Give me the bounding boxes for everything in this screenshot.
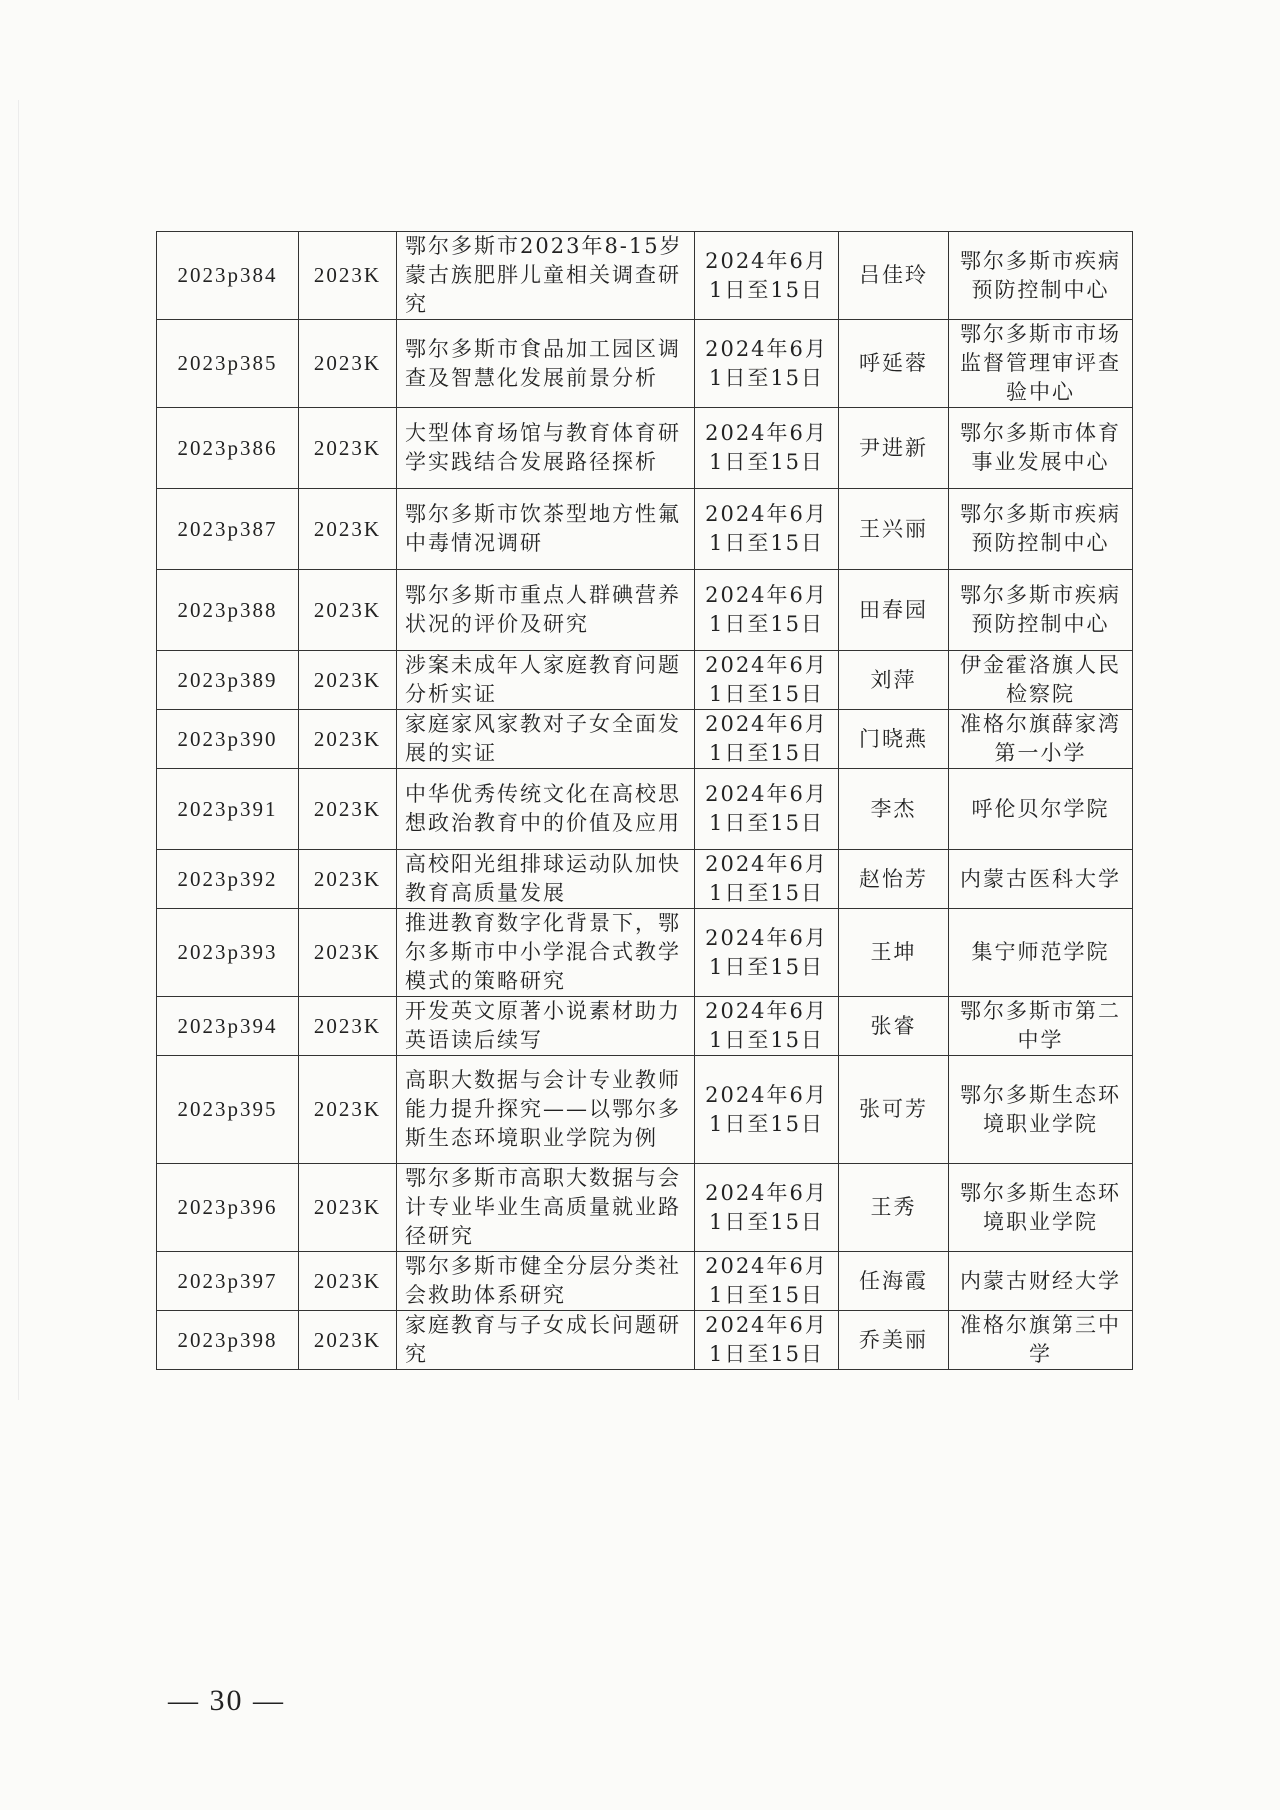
table-row <box>157 1252 1133 1311</box>
category-cell: 2023K <box>299 1164 397 1252</box>
date-range-cell: 2024年6月1日至15日 <box>695 710 839 769</box>
date-range-cell: 2024年6月1日至15日 <box>695 1311 839 1370</box>
organization-cell: 鄂尔多斯生态环境职业学院 <box>949 1164 1133 1252</box>
category-cell: 2023K <box>299 489 397 570</box>
person-name-cell: 李杰 <box>839 769 949 850</box>
person-name-cell: 张可芳 <box>839 1056 949 1164</box>
person-name-cell: 任海霞 <box>839 1252 949 1311</box>
project-id-cell: 2023p388 <box>157 570 299 651</box>
project-title-cell: 鄂尔多斯市食品加工园区调查及智慧化发展前景分析 <box>397 320 695 408</box>
category-cell: 2023K <box>299 710 397 769</box>
date-range-cell: 2024年6月1日至15日 <box>695 570 839 651</box>
table-row <box>157 850 1133 909</box>
table-row <box>157 1311 1133 1370</box>
category-cell: 2023K <box>299 651 397 710</box>
table-row <box>157 909 1133 997</box>
project-id-cell: 2023p395 <box>157 1056 299 1164</box>
person-name-cell: 呼延蓉 <box>839 320 949 408</box>
organization-cell: 伊金霍洛旗人民检察院 <box>949 651 1133 710</box>
organization-cell: 鄂尔多斯市疾病预防控制中心 <box>949 570 1133 651</box>
person-name-cell: 王秀 <box>839 1164 949 1252</box>
person-name-cell: 尹进新 <box>839 408 949 489</box>
project-table <box>156 231 1133 1370</box>
table-row <box>157 769 1133 850</box>
page-number: — 30 — <box>168 1684 285 1717</box>
project-title-cell: 鄂尔多斯市饮茶型地方性氟中毒情况调研 <box>397 489 695 570</box>
table-row <box>157 408 1133 489</box>
project-title-cell: 高职大数据与会计专业教师能力提升探究——以鄂尔多斯生态环境职业学院为例 <box>397 1056 695 1164</box>
category-cell: 2023K <box>299 320 397 408</box>
table-row <box>157 489 1133 570</box>
organization-cell: 鄂尔多斯市疾病预防控制中心 <box>949 232 1133 320</box>
person-name-cell: 刘萍 <box>839 651 949 710</box>
person-name-cell: 乔美丽 <box>839 1311 949 1370</box>
person-name-cell: 田春园 <box>839 570 949 651</box>
organization-cell: 鄂尔多斯市市场监督管理审评查验中心 <box>949 320 1133 408</box>
project-title-cell: 高校阳光组排球运动队加快教育高质量发展 <box>397 850 695 909</box>
project-title-cell: 鄂尔多斯市重点人群碘营养状况的评价及研究 <box>397 570 695 651</box>
date-range-cell: 2024年6月1日至15日 <box>695 769 839 850</box>
date-range-cell: 2024年6月1日至15日 <box>695 651 839 710</box>
person-name-cell: 张睿 <box>839 997 949 1056</box>
organization-cell: 鄂尔多斯市疾病预防控制中心 <box>949 489 1133 570</box>
category-cell: 2023K <box>299 1056 397 1164</box>
date-range-cell: 2024年6月1日至15日 <box>695 997 839 1056</box>
organization-cell: 内蒙古医科大学 <box>949 850 1133 909</box>
project-id-cell: 2023p392 <box>157 850 299 909</box>
category-cell: 2023K <box>299 909 397 997</box>
table-row <box>157 232 1133 320</box>
date-range-cell: 2024年6月1日至15日 <box>695 489 839 570</box>
organization-cell: 准格尔旗第三中学 <box>949 1311 1133 1370</box>
organization-cell: 鄂尔多斯市体育事业发展中心 <box>949 408 1133 489</box>
date-range-cell: 2024年6月1日至15日 <box>695 850 839 909</box>
person-name-cell: 赵怡芳 <box>839 850 949 909</box>
project-title-cell: 家庭家风家教对子女全面发展的实证 <box>397 710 695 769</box>
organization-cell: 内蒙古财经大学 <box>949 1252 1133 1311</box>
person-name-cell: 王坤 <box>839 909 949 997</box>
project-id-cell: 2023p394 <box>157 997 299 1056</box>
category-cell: 2023K <box>299 408 397 489</box>
project-id-cell: 2023p397 <box>157 1252 299 1311</box>
date-range-cell: 2024年6月1日至15日 <box>695 320 839 408</box>
table-row <box>157 1164 1133 1252</box>
category-cell: 2023K <box>299 850 397 909</box>
project-id-cell: 2023p387 <box>157 489 299 570</box>
project-title-cell: 中华优秀传统文化在高校思想政治教育中的价值及应用 <box>397 769 695 850</box>
category-cell: 2023K <box>299 1252 397 1311</box>
date-range-cell: 2024年6月1日至15日 <box>695 408 839 489</box>
project-id-cell: 2023p390 <box>157 710 299 769</box>
date-range-cell: 2024年6月1日至15日 <box>695 1056 839 1164</box>
category-cell: 2023K <box>299 997 397 1056</box>
date-range-cell: 2024年6月1日至15日 <box>695 1252 839 1311</box>
category-cell: 2023K <box>299 769 397 850</box>
table-row <box>157 320 1133 408</box>
organization-cell: 准格尔旗薛家湾第一小学 <box>949 710 1133 769</box>
project-title-cell: 鄂尔多斯市高职大数据与会计专业毕业生高质量就业路径研究 <box>397 1164 695 1252</box>
organization-cell: 鄂尔多斯生态环境职业学院 <box>949 1056 1133 1164</box>
date-range-cell: 2024年6月1日至15日 <box>695 1164 839 1252</box>
project-id-cell: 2023p389 <box>157 651 299 710</box>
project-title-cell: 家庭教育与子女成长问题研究 <box>397 1311 695 1370</box>
project-id-cell: 2023p385 <box>157 320 299 408</box>
person-name-cell: 王兴丽 <box>839 489 949 570</box>
project-title-cell: 开发英文原著小说素材助力英语读后续写 <box>397 997 695 1056</box>
project-id-cell: 2023p398 <box>157 1311 299 1370</box>
organization-cell: 集宁师范学院 <box>949 909 1133 997</box>
table-row <box>157 997 1133 1056</box>
project-title-cell: 鄂尔多斯市健全分层分类社会救助体系研究 <box>397 1252 695 1311</box>
project-id-cell: 2023p386 <box>157 408 299 489</box>
table-row <box>157 1056 1133 1164</box>
category-cell: 2023K <box>299 232 397 320</box>
project-title-cell: 涉案未成年人家庭教育问题分析实证 <box>397 651 695 710</box>
project-title-cell: 大型体育场馆与教育体育研学实践结合发展路径探析 <box>397 408 695 489</box>
project-id-cell: 2023p396 <box>157 1164 299 1252</box>
project-id-cell: 2023p393 <box>157 909 299 997</box>
table-row <box>157 710 1133 769</box>
project-id-cell: 2023p391 <box>157 769 299 850</box>
date-range-cell: 2024年6月1日至15日 <box>695 909 839 997</box>
project-title-cell: 鄂尔多斯市2023年8-15岁蒙古族肥胖儿童相关调查研究 <box>397 232 695 320</box>
table-row <box>157 570 1133 651</box>
person-name-cell: 门晓燕 <box>839 710 949 769</box>
category-cell: 2023K <box>299 1311 397 1370</box>
scan-edge-line <box>18 100 19 1400</box>
project-title-cell: 推进教育数字化背景下，鄂尔多斯市中小学混合式教学模式的策略研究 <box>397 909 695 997</box>
organization-cell: 呼伦贝尔学院 <box>949 769 1133 850</box>
category-cell: 2023K <box>299 570 397 651</box>
project-table-body <box>157 232 1133 1370</box>
table-row <box>157 651 1133 710</box>
person-name-cell: 吕佳玲 <box>839 232 949 320</box>
date-range-cell: 2024年6月1日至15日 <box>695 232 839 320</box>
project-id-cell: 2023p384 <box>157 232 299 320</box>
organization-cell: 鄂尔多斯市第二中学 <box>949 997 1133 1056</box>
